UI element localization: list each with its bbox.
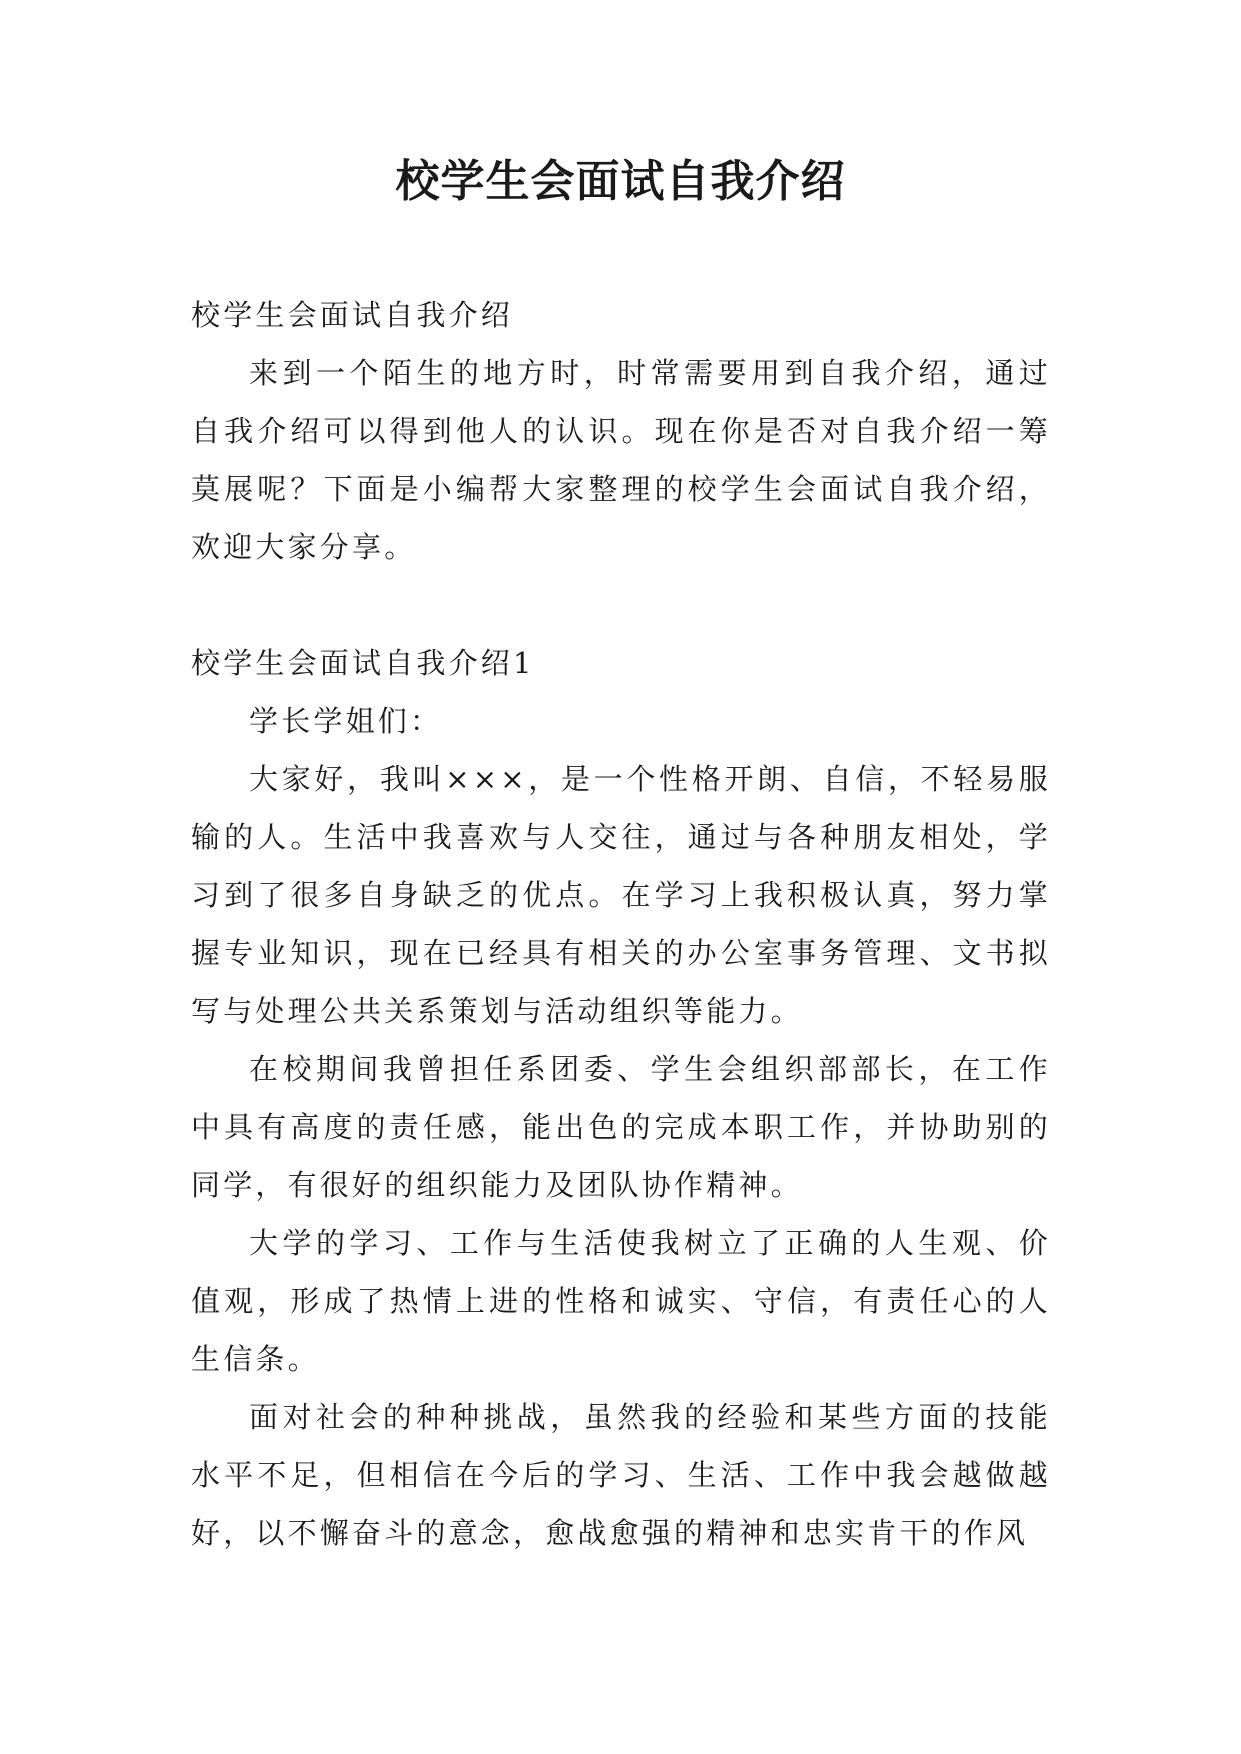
- body-paragraph: 面对社会的种种挑战，虽然我的经验和某些方面的技能水平不足，但相信在今后的学习、生活、工作中我会越做越好，以不懈奋斗的意念，愈战愈强的精神和忠实肯干的作风: [191, 1400, 1051, 1550]
- section-heading: 校学生会面试自我介绍: [191, 298, 514, 332]
- body-paragraph: 在校期间我曾担任系团委、学生会组织部部长，在工作中具有高度的责任感，能出色的完成本职工作，并协助别的同学，有很好的组织能力及团队协作精神。: [191, 1052, 1051, 1202]
- paragraph-gap: [191, 576, 1051, 634]
- body-paragraph: 大学的学习、工作与生活使我树立了正确的人生观、价值观，形成了热情上进的性格和诚实、守信，有责任心的人生信条。: [191, 1226, 1051, 1376]
- body-paragraph: 大家好，我叫×××，是一个性格开朗、自信，不轻易服输的人。生活中我喜欢与人交往，通过与各种朋友相处，学习到了很多自身缺乏的优点。在学习上我积极认真，努力掌握专业知识，现在已经具有相关的办公室事务管理、文书拟写与处理公共关系策划与活动组织等能力。: [191, 762, 1051, 1028]
- section-heading-1: 校学生会面试自我介绍1: [191, 646, 535, 680]
- document-title: 校学生会面试自我介绍: [395, 156, 846, 207]
- intro-paragraph: 来到一个陌生的地方时，时常需要用到自我介绍，通过自我介绍可以得到他人的认识。现在你是否对自我介绍一筹莫展呢？下面是小编帮大家整理的校学生会面试自我介绍，欢迎大家分享。: [191, 356, 1051, 564]
- document-body: [191, 286, 1051, 1562]
- greeting-paragraph: 学长学姐们：: [249, 704, 443, 738]
